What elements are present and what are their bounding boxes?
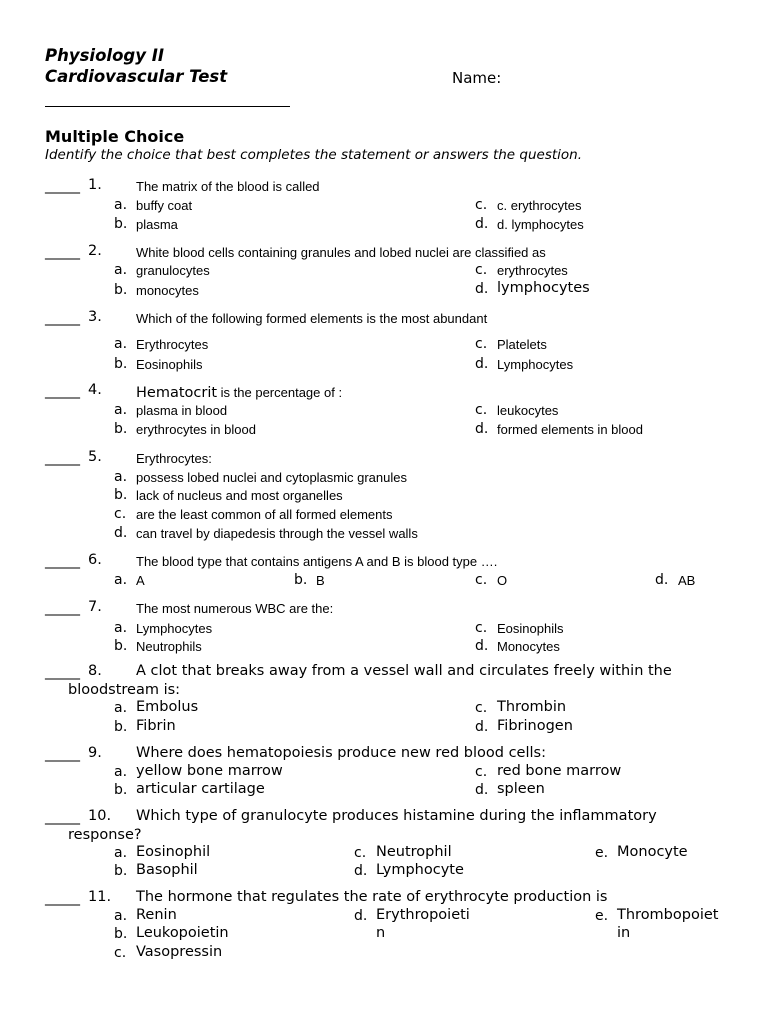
test-title: Cardiovascular Test: [45, 67, 228, 86]
option-text: AB: [678, 573, 696, 588]
answer-blank[interactable]: _____: [45, 383, 80, 399]
answer-blank[interactable]: _____: [45, 890, 80, 906]
option-text: Fibrin: [136, 718, 176, 734]
option-text: Vasopressin: [136, 944, 223, 960]
option-text: possess lobed nuclei and cytoplasmic granules: [136, 470, 407, 485]
option-letter: a.: [114, 908, 128, 924]
option-letter: a.: [114, 764, 128, 780]
option-text: B: [316, 573, 325, 588]
option-letter: c.: [114, 945, 127, 961]
question-number: 1.: [88, 177, 102, 193]
answer-blank[interactable]: _____: [45, 310, 80, 326]
option-text: Eosinophils: [136, 357, 203, 372]
option-letter: b.: [114, 216, 128, 232]
option-letter: d.: [475, 421, 489, 437]
answer-blank[interactable]: _____: [45, 664, 80, 680]
option-text: A: [136, 573, 145, 588]
option-letter: a.: [114, 262, 128, 278]
option-letter: b.: [114, 487, 128, 503]
question-number: 4.: [88, 382, 102, 398]
section-heading: Multiple Choice: [45, 127, 185, 146]
option-letter: b.: [114, 926, 128, 942]
option-text: can travel by diapedesis through the vessel walls: [136, 526, 418, 541]
question-number: 3.: [88, 309, 102, 325]
question-number: 7.: [88, 599, 102, 615]
option-letter: a.: [114, 572, 128, 588]
option-text: granulocytes: [136, 263, 210, 278]
option-text: plasma: [136, 217, 178, 232]
question-text: White blood cells containing granules and lobed nuclei are classified as: [136, 245, 546, 260]
option-letter: d.: [475, 638, 489, 654]
option-text: Renin: [136, 907, 177, 923]
answer-blank[interactable]: _____: [45, 746, 80, 762]
option-letter: b.: [114, 638, 128, 654]
option-letter: c.: [475, 402, 488, 418]
question-text: [136, 382, 342, 401]
option-letter: c.: [475, 620, 488, 636]
option-letter: a.: [114, 197, 128, 213]
option-text: are the least common of all formed elements: [136, 507, 393, 522]
option-letter: c.: [114, 506, 127, 522]
option-text: Eosinophils: [497, 621, 564, 636]
option-text: erythrocytes in blood: [136, 422, 256, 437]
option-letter: b.: [114, 356, 128, 372]
option-text: Lymphocytes: [136, 621, 213, 636]
question-text: Which of the following formed elements is the most abundant: [136, 311, 488, 326]
option-letter: b.: [294, 572, 308, 588]
option-text-continued: in: [617, 925, 631, 941]
question-text: Erythrocytes:: [136, 451, 212, 466]
option-letter: d.: [655, 572, 669, 588]
option-letter: d.: [475, 281, 489, 297]
option-text: erythrocytes: [497, 263, 568, 278]
option-letter: a.: [114, 700, 128, 716]
option-letter: a.: [114, 402, 128, 418]
option-letter: b.: [114, 719, 128, 735]
question-number: 10.: [88, 808, 112, 824]
option-text: Erythrocytes: [136, 337, 209, 352]
option-letter: d.: [354, 863, 368, 879]
question-number: 9.: [88, 745, 102, 761]
answer-blank[interactable]: _____: [45, 450, 80, 466]
option-text: Neutrophil: [376, 844, 452, 860]
option-text: Erythropoieti: [376, 907, 470, 923]
question-text-continued: bloodstream is:: [68, 682, 181, 698]
question-number: 2.: [88, 243, 102, 259]
option-text: yellow bone marrow: [136, 763, 283, 779]
question-text: Which type of granulocyte produces histamine during the inflammatory: [136, 808, 657, 824]
question-text-rest: is the percentage of :: [217, 385, 343, 400]
question-text: A clot that breaks away from a vessel wall and circulates freely within the: [136, 663, 672, 679]
option-text: Thrombin: [497, 699, 567, 715]
option-letter: a.: [114, 336, 128, 352]
option-letter: d.: [475, 719, 489, 735]
option-letter: e.: [595, 908, 609, 924]
option-letter: e.: [595, 845, 609, 861]
answer-blank[interactable]: _____: [45, 553, 80, 569]
option-letter: c.: [475, 764, 488, 780]
question-number: 8.: [88, 663, 102, 679]
course-title: Physiology II: [45, 46, 164, 65]
option-letter: c.: [475, 700, 488, 716]
option-text-continued: n: [376, 925, 386, 941]
answer-blank[interactable]: _____: [45, 809, 80, 825]
option-text: Basophil: [136, 862, 198, 878]
option-letter: c.: [475, 572, 488, 588]
option-text: plasma in blood: [136, 403, 228, 418]
option-letter: b.: [114, 421, 128, 437]
option-letter: b.: [114, 782, 128, 798]
option-text: Platelets: [497, 337, 547, 352]
option-text: Embolus: [136, 699, 199, 715]
option-letter: d.: [354, 908, 368, 924]
question-text: The most numerous WBC are the:: [136, 601, 334, 616]
option-letter: a.: [114, 620, 128, 636]
option-text: Monocytes: [497, 639, 560, 654]
answer-blank[interactable]: _____: [45, 178, 80, 194]
option-text: buffy coat: [136, 198, 193, 213]
question-term: Hematocrit: [136, 385, 218, 401]
option-letter: b.: [114, 282, 128, 298]
option-text: Fibrinogen: [497, 718, 573, 734]
option-letter: d.: [475, 216, 489, 232]
option-text: Leukopoietin: [136, 925, 229, 941]
option-text: c. erythrocytes: [497, 198, 582, 213]
option-text: leukocytes: [497, 403, 559, 418]
question-number: 5.: [88, 449, 102, 465]
question-text: The hormone that regulates the rate of erythrocyte production is: [136, 889, 608, 905]
option-text: Thrombopoiet: [617, 907, 719, 923]
option-text: Lymphocyte: [376, 862, 464, 878]
option-letter: b.: [114, 863, 128, 879]
name-underline: [45, 106, 290, 107]
question-text: The matrix of the blood is called: [136, 179, 320, 194]
option-letter: a.: [114, 469, 128, 485]
option-text: O: [497, 573, 508, 588]
option-letter: c.: [475, 336, 488, 352]
option-text: Monocyte: [617, 844, 688, 860]
option-text: Lymphocytes: [497, 357, 574, 372]
option-text: lymphocytes: [497, 280, 590, 296]
option-text: red bone marrow: [497, 763, 622, 779]
option-letter: a.: [114, 845, 128, 861]
section-instructions: Identify the choice that best completes the statement or answers the question.: [45, 147, 583, 163]
answer-blank[interactable]: _____: [45, 600, 80, 616]
option-letter: d.: [114, 525, 128, 541]
option-letter: c.: [354, 845, 367, 861]
name-label: Name:: [452, 69, 502, 87]
option-text: d. lymphocytes: [497, 217, 584, 232]
option-letter: c.: [475, 262, 488, 278]
option-letter: d.: [475, 356, 489, 372]
option-text: spleen: [497, 781, 545, 797]
option-text: Neutrophils: [136, 639, 202, 654]
option-text: formed elements in blood: [497, 422, 643, 437]
option-letter: d.: [475, 782, 489, 798]
option-text: Eosinophil: [136, 844, 211, 860]
option-text: articular cartilage: [136, 781, 265, 797]
answer-blank[interactable]: _____: [45, 244, 80, 260]
question-text: Where does hematopoiesis produce new red blood cells:: [136, 745, 546, 761]
question-text-continued: response?: [68, 827, 142, 843]
question-number: 6.: [88, 552, 102, 568]
option-text: monocytes: [136, 283, 199, 298]
option-text: lack of nucleus and most organelles: [136, 488, 343, 503]
question-number: 11.: [88, 889, 112, 905]
option-letter: c.: [475, 197, 488, 213]
question-text: The blood type that contains antigens A and B is blood type ….: [136, 554, 498, 569]
